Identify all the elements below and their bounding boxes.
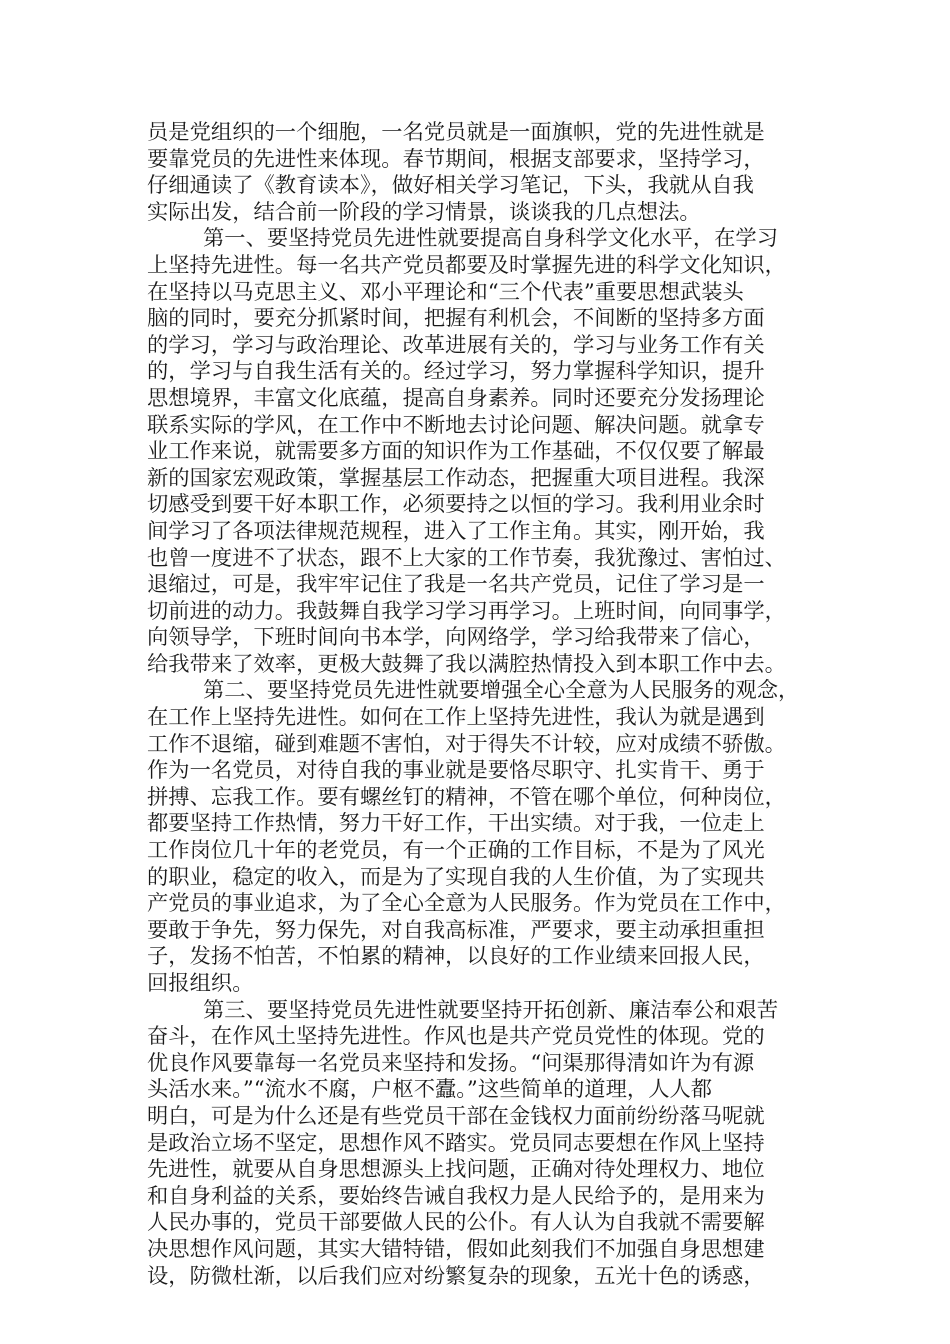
paragraph-start-line: 第三、要坚持党员先进性就要坚持开拓创新、廉洁奉公和艰苦 xyxy=(203,997,779,1023)
text-line: 切感受到要干好本职工作，必须要持之以恒的学习。我利用业余时 xyxy=(147,492,765,518)
text-line: 给我带来了效率，更极大鼓舞了我以满腔热情投入到本职工作中去。 xyxy=(147,651,786,677)
text-line: 要靠党员的先进性来体现。春节期间，根据支部要求，坚持学习， xyxy=(147,146,765,172)
text-line: 上坚持先进性。每一名共产党员都要及时掌握先进的科学文化知识， xyxy=(147,252,786,278)
text-line: 拼搏、忘我工作。要有螺丝钉的精神，不管在哪个单位，何种岗位， xyxy=(147,784,786,810)
text-line: 的，学习与自我生活有关的。经过学习，努力掌握科学知识，提升 xyxy=(147,359,765,385)
text-line: 子，发扬不怕苦，不怕累的精神，以良好的工作业绩来回报人民， xyxy=(147,944,765,970)
text-line: 向领导学，下班时间向书本学，向网络学，学习给我带来了信心， xyxy=(147,625,765,651)
text-line: 明白，可是为什么还是有些党员干部在金钱权力面前纷纷落马呢就 xyxy=(147,1103,765,1129)
text-line: 业工作来说，就需要多方面的知识作为工作基础，不仅仅要了解最 xyxy=(147,439,765,465)
text-line: 也曾一度进不了状态，跟不上大家的工作节奏，我犹豫过、害怕过、 xyxy=(147,545,786,571)
document-page xyxy=(147,120,807,1290)
text-line: 人民办事的，党员干部要做人民的公仆。有人认为自我就不需要解 xyxy=(147,1210,765,1236)
text-line: 仔细通读了《教育读本》，做好相关学习笔记，下头，我就从自我 xyxy=(147,173,754,199)
text-line: 切前进的动力。我鼓舞自我学习学习再学习。上班时间，向同事学， xyxy=(147,598,786,624)
text-line: 是政治立场不坚定，思想作风不踏实。党员同志要想在作风上坚持 xyxy=(147,1130,765,1156)
text-line: 产党员的事业追求，为了全心全意为人民服务。作为党员在工作中， xyxy=(147,891,786,917)
text-line: 要敢于争先，努力保先，对自我高标准，严要求，要主动承担重担 xyxy=(147,917,765,943)
text-line: 退缩过，可是，我牢牢记住了我是一名共产党员，记住了学习是一 xyxy=(147,572,765,598)
text-line: 员是党组织的一个细胞，一名党员就是一面旗帜，党的先进性就是 xyxy=(147,120,765,145)
text-line: 联系实际的学风，在工作中不断地去讨论问题、解决问题。就拿专 xyxy=(147,412,765,438)
text-line: 回报组织。 xyxy=(147,971,254,996)
paragraph-start-line: 第一、要坚持党员先进性就要提高自身科学文化水平，在学习 xyxy=(203,226,779,252)
text-line: 的学习，学习与政治理论、改革进展有关的，学习与业务工作有关 xyxy=(147,332,765,358)
text-line: 思想境界，丰富文化底蕴，提高自身素养。同时还要充分发扬理论 xyxy=(147,385,765,411)
text-line: 脑的同时，要充分抓紧时间，把握有利机会，不间断的坚持多方面 xyxy=(147,306,765,332)
text-line: 在工作上坚持先进性。如何在工作上坚持先进性，我认为就是遇到 xyxy=(147,705,765,731)
text-line: 工作岗位几十年的老党员，有一个正确的工作目标，不是为了风光 xyxy=(147,838,765,864)
text-line: 工作不退缩，碰到难题不害怕，对于得失不计较，应对成绩不骄傲。 xyxy=(147,731,786,757)
text-line: 作为一名党员，对待自我的事业就是要恪尽职守、扎实肯干、勇于 xyxy=(147,758,765,784)
text-line: 新的国家宏观政策，掌握基层工作动态，把握重大项目进程。我深 xyxy=(147,465,765,491)
text-line: 在坚持以马克思主义、邓小平理论和“三个代表”重要思想武装头 xyxy=(147,279,744,305)
text-line: 头活水来。”“流水不腐，户枢不蠹。”这些简单的道理，人人都 xyxy=(147,1077,713,1103)
text-line: 决思想作风问题，其实大错特错，假如此刻我们不加强自身思想建 xyxy=(147,1236,765,1262)
text-line: 间学习了各项法律规范规程，进入了工作主角。其实，刚开始，我 xyxy=(147,518,765,544)
text-line: 先进性，就要从自身思想源头上找问题，正确对待处理权力、地位 xyxy=(147,1157,765,1183)
text-line: 和自身利益的关系，要始终告诫自我权力是人民给予的，是用来为 xyxy=(147,1183,765,1209)
text-line: 奋斗，在作风土坚持先进性。作风也是共产党员党性的体现。党的 xyxy=(147,1024,765,1050)
text-line: 优良作风要靠每一名党员来坚持和发扬。“问渠那得清如许为有源 xyxy=(147,1050,755,1076)
text-line: 的职业，稳定的收入，而是为了实现自我的人生价值，为了实现共 xyxy=(147,864,765,890)
paragraph-start-line: 第二、要坚持党员先进性就要增强全心全意为人民服务的观念， xyxy=(203,678,800,704)
text-line: 都要坚持工作热情，努力干好工作，干出实绩。对于我，一位走上 xyxy=(147,811,765,837)
text-line: 设，防微杜渐，以后我们应对纷繁复杂的现象，五光十色的诱惑， xyxy=(147,1263,765,1289)
text-line: 实际出发，结合前一阶段的学习情景，谈谈我的几点想法。 xyxy=(147,199,701,225)
